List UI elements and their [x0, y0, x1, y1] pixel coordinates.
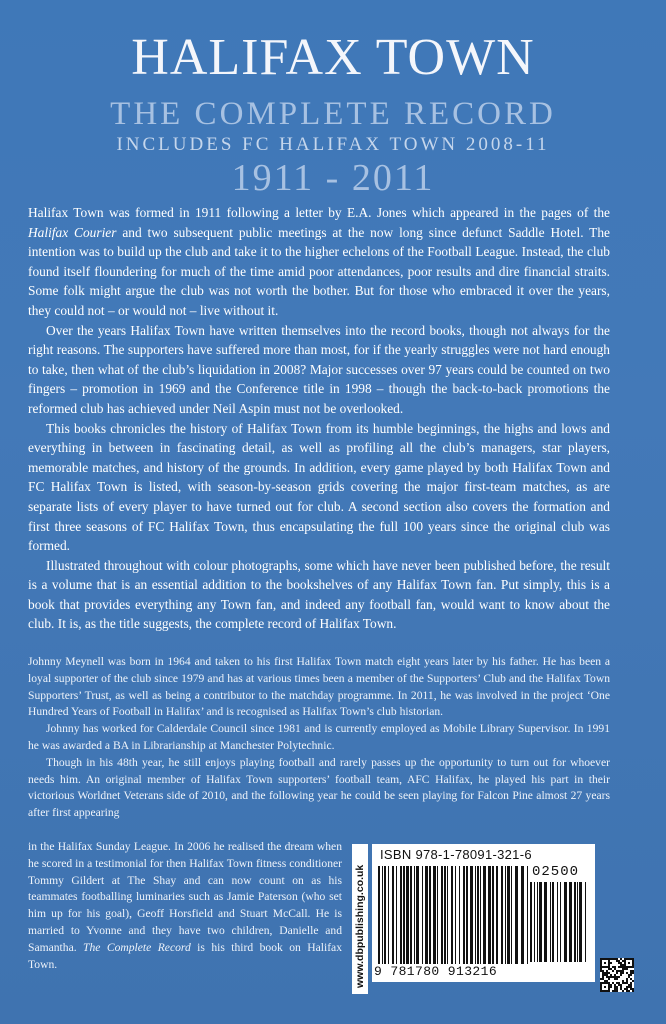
qr-code-icon [600, 958, 634, 992]
publisher-url: www.dbpublishing.co.uk [354, 864, 366, 988]
blurb-italic: Halifax Courier [28, 224, 117, 240]
cover-subtitle: THE COMPLETE RECORD [110, 96, 556, 132]
barcode-icon [372, 844, 595, 982]
author-bio-continued [28, 839, 342, 973]
price-code: 02500 [532, 864, 580, 880]
bio-text: is his third book on Halifax Town. [28, 940, 342, 971]
blurb-paragraph-2: Over the years Halifax Town have written themselves into the record books, though not always for the right reasons. The supporters have suffered more than most, for if the yearly struggles were not hard enough to take, then what of the club’s liquidation in 2008? Major successes over 97 years could be counted on two fingers – promotion in 1969 and the Conference title in 1998 – though the back-to-back promotions the reformed club has achieved under Neil Aspin must not be overlooked. [28, 322, 610, 416]
cover-title: HALIFAX TOWN [131, 29, 535, 86]
bio-paragraph-3: Though in his 48th year, he still enjoys playing football and rarely passes up the opportunity to turn out for whoever needs him. An original member of Halifax Town supporters’ football team, AFC Halifax, he played his part in their victorious Worldnet Veterans side of 2010, and the following year he could be seen playing for Falcon Pine almost 27 years after first appearing [28, 755, 610, 820]
bio-paragraph-3-continued [28, 839, 342, 973]
barcode-number: 9 781780 913216 [374, 964, 498, 979]
bio-paragraph-1: Johnny Meynell was born in 1964 and taken to his first Halifax Town match eight years later by his father. He has been a loyal supporter of the club since 1979 and has at various times been a member of the Supporters’ Club and the Halifax Town Supporters’ Trust, as well as being a contributor to the matchday programme. In 2011, he was involved in the project ‘One Hundred Years of Football in Halifax’ and is recognised as Halifax Town’s club historian. [28, 655, 610, 719]
blurb-paragraph-1 [28, 203, 610, 321]
publisher-strip [352, 844, 368, 994]
barcode-panel [352, 844, 642, 994]
blurb-text: Halifax Town was formed in 1911 following a letter by E.A. Jones which appeared in the pages of the [28, 205, 610, 220]
cover-subtitle-includes: INCLUDES FC HALIFAX TOWN 2008-11 [116, 134, 550, 155]
blurb [28, 203, 610, 634]
ean-barcode-bars [378, 866, 528, 964]
blurb-paragraph-3: This books chronicles the history of Halifax Town from its humble beginnings, the highs and lows and everything in between in fascinating detail, as well as profiling all the club’s managers, star players, memorable matches, and history of the grounds. In addition, every game played by both Halifax Town and FC Halifax Town is listed, with season-by-season grids covering the major first-team matches, as are separate lists of every player to have turned out for club. A second section also covers the formation and first three seasons of FC Halifax Town, thus encapsulating the full 100 years since the original club was formed. [28, 420, 610, 554]
addon-barcode-bars [530, 882, 588, 962]
cover-years: 1911 - 2011 [231, 157, 435, 199]
bio-paragraph-2: Johnny has worked for Calderdale Council since 1981 and is currently employed as Mobile Library Supervisor. In 1991 he was awarded a BA in Librarianship at Manchester Polytechnic. [28, 722, 610, 752]
bio-text: in the Halifax Sunday League. In 2006 he realised the dream when he scored in a testimonial for then Halifax Town fitness conditioner Tommy Gildert at The Shay and can now count on as his teammates footballing luminaries such as Jamie Paterson (who set him up for his goal), Geoff Horsfield and Stuart McCall. He is married to Yvonne and they have two children, Danielle and Samantha. [28, 840, 342, 954]
bio-italic: The Complete Record [83, 940, 191, 954]
author-bio [28, 654, 610, 822]
blurb-text: and two subsequent public meetings at the now long since defunct Saddle Hotel. The intention was to build up the club and take it to the higher echelons of the Football League. Instead, the club found itself floundering for much of the time amid poor attendances, poor results and dire financial straits. Some folk might argue the club was not worth the bother. But for those who embraced it over the years, they could not – or would not – live without it. [28, 224, 610, 318]
isbn-label: ISBN 978-1-78091-321-6 [380, 847, 532, 862]
blurb-paragraph-4: Illustrated throughout with colour photographs, some which have never been published before, the result is a volume that is an essential addition to the bookshelves of any Halifax Town fan. Put simply, this is a book that provides everything any Town fan, and indeed any football fan, would want to know about the club. It is, as the title suggests, the complete record of Halifax Town. [28, 557, 610, 632]
